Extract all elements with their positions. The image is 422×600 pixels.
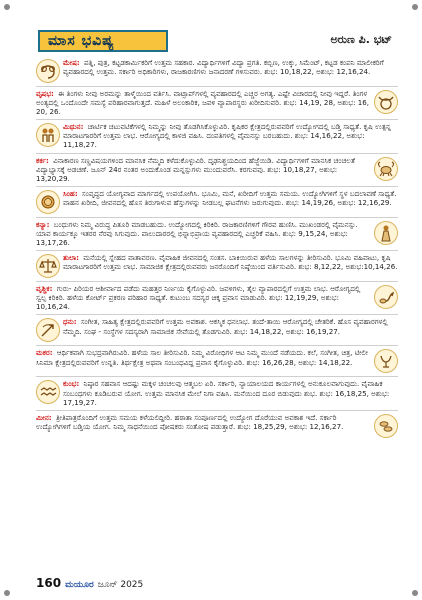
entry-text-block <box>36 220 398 247</box>
entry-text-block <box>36 379 398 406</box>
page-number: 160 <box>36 576 62 590</box>
zodiac-sign-name: ಕರ್ಕ: <box>36 155 49 165</box>
zodiac-sign-name: ಕುಂಭ: <box>63 379 80 389</box>
zodiac-sign-name: ತುಲಾ: <box>63 253 79 263</box>
entry-text-block <box>36 284 398 311</box>
zodiac-sign-name: ಕನ್ಯಾ: <box>36 219 50 229</box>
scorpion-icon <box>374 285 398 309</box>
section-title: ಮಾಸ ಭವಿಷ್ಯ <box>48 33 115 49</box>
zodiac-prediction-text: ವಿನಾಕಾರಣ ಸಣ್ಣವಿಷಯಗಳಿಂದ ಮಾನಸಿಕ ನೆಮ್ಮದಿ ಕಳೆದುಕೊಳ್ಳುವಿರಿ. ದೃಢನಿಶ್ಚಯದಿಂದ ಹೆಜ್ಜೆಯಿಡಿ. ವಿದ್ಯಾರ್ಥಿಗಳಿಗೆ ಮಾನಸಿಕ ಚಂಚಲತೆ ವಿದ್ಯಾಭ್ಯಾಸಕ್ಕೆ ಅಡಚಣೆ. ಜೂನ್ 24ರ ನಂತರ ಅಂದುಕೊಂಡ ಮನ್ನಸ್ಸುಗಳು ಮುಂದುವರೆಸಿ. ಕರಗುವವು. ಶುಭ: 10,18,27, ಅಶುಭ: 13,20,29. <box>36 155 355 183</box>
zodiac-sign-name: ವೃಷಭ: <box>36 89 54 98</box>
corner-dot <box>4 590 10 596</box>
corner-dot <box>4 4 10 10</box>
horoscope-entry <box>36 377 398 410</box>
horoscope-entry <box>36 154 398 187</box>
zodiac-sign-name: ಮಿಥುನ: <box>63 122 84 132</box>
zodiac-sign-name: ವೃಶ್ಚಿಕ: <box>36 284 53 294</box>
zodiac-prediction-text: ಸಂವೃದ್ಧದ ಯೋಗ್ಯವಾದ ಮಾರ್ಗದಲ್ಲಿ ಉಪಯೋಗಿಸಿ. ಭೂಮಿ, ಮನೆ, ಖರೀದಿಗೆ ಉತ್ತಮ ಸಮಯ. ಉದ್ಯೋಗಿಗಳಿಗೆ ಸ್ಥಳ ಬದಲಾವಣೆ ಸಾಧ್ಯತೆ. ವಾಹನ ಖರೀದಿ, ಜೀವನದಲ್ಲಿ ಹೊಸ ತಿರುಗಾಳುವ ಹೆಸ್ತುಗಳನ್ನು ನೀಡಬಲ್ಲ ಘಟನೆಗಳು ಜರುಗುವುದು. ಶುಭ: 14,19,26, ಅಶುಭ: 12,16,29. <box>63 188 397 207</box>
zodiac-sign-name: ಮೇಷ: <box>63 58 80 67</box>
fish-icon <box>374 414 398 438</box>
horoscope-entry <box>36 315 398 346</box>
horoscope-entry <box>36 251 398 282</box>
zodiac-prediction-text: ಬಂಧುಗಳು ನಿಮ್ಮ ವಿರುದ್ಧ ಪಿತೂರಿ ಮಾಡಬಹುದು. ಉದ್ಯೋಗದಲ್ಲಿ ಕಿರಿಕಿರಿ. ರಾಜಕಾರಣಿಗಳಿಗೆ ಗೌರವ ಹುಣಿಸಿ. ಮುಖಂಡರಲ್ಲಿ ವೈಮನಸ್ಸು. ಯಾವ ಕಾರ್ಯಕ್ಕೂ ಇತರರ ನೆರವು ಸಿಗುವುದು. ಪಾಲುದಾರರಲ್ಲಿ ಭಿನ್ನಾಭಿಪ್ರಾಯ ವ್ಯವಹಾರದಲ್ಲಿ ಎಚ್ಚರಿಕೆ ವಹಿಸಿ. ಶುಭ: 9,15,24, ಅಶುಭ: 13,17,26. <box>36 219 358 248</box>
ram-icon <box>36 59 60 83</box>
magazine-name: ಮಯೂರ <box>65 580 94 590</box>
crab-icon <box>374 157 398 181</box>
zodiac-sign-name: ಸಿಂಹ: <box>63 188 78 198</box>
zodiac-prediction-text: ಚಾರ್ಟಿಕ ಚಟುವಟಿಕೆಗಳಲ್ಲಿ ನಿಮ್ಮನ್ನು ನೀವು ತೊಡಗಿಸಿಕೊಳ್ಳುವಿರಿ. ಕೃಷಿಕರ ಕ್ಷೇತ್ರದಲ್ಲಿರುವವರಿಗೆ ಉದ್ಯೋಗದಲ್ಲಿ ಬಡ್ತಿ ಸಾಧ್ಯತೆ. ಕೃಷಿ ಉತ್ಪನ್ನ ಮಾರಾಟಗಾರರಿಗೆ ಉತ್ತಮ ಲಾಭ. ಆರೋಗ್ಯದಲ್ಲಿ ಕಾಳಜಿ ವಹಿಸಿ. ದಂಪತಿಗಳಲ್ಲಿ ವೈಮನಸ್ಸು ಬರಬಹುದು. ಶುಭ: 14,16,22, ಅಶುಭ: 11,18,27. <box>63 122 391 150</box>
page-footer <box>36 576 143 590</box>
zodiac-prediction-text: ತ್ರೀತಿಪಾತ್ರರೊಂದಿಗೆ ಉತ್ತಮ ಸಮಯ ಕಳೆಯಲಿದ್ದೀರಿ. ಹಠಾತಾ ಸಂಪೂರ್ಣದಲ್ಲಿ ಉದ್ಯೋಗ ದೊರೆಯುವ ಅವಕಾಶ ಇದೆ. ಸರ್ಕಾರಿ ಉದ್ಯೋಗಿಗಳಿಗೆ ಬಡ್ತಿಯ ಯೋಗ. ನಿಮ್ಮ ಸಾಧನೆಯಿಂದ ಪೋಷಕರು ಸಂತೋಷ ಪಡುತ್ತಾರೆ. ಶುಭ: 18,25,29, ಅಶುಭ: 12,16,27. <box>36 412 344 431</box>
maiden-icon <box>374 221 398 245</box>
corner-dot <box>412 590 418 596</box>
zodiac-prediction-text: ಪತ್ನಿ, ಪುತ್ರ, ಕಟ್ಟಡಕಾರ್ಮಿಕರಿಗೆ ಉತ್ತಮ ಸಹಕಾರ. ವಿದ್ಯಾರ್ಥಿಗಳಿಗೆ ವಿದ್ಯಾ ಪ್ರಗತಿ. ಕಬ್ಬಿಣ, ಉಕ್ಕು, ಸಿಮೆಂಟ್, ಕಟ್ಟಡ ಕಂಪನಿ ಮಾಲೀಕರಿಗೆ ವ್ಯವಹಾರದಲ್ಲಿ ಉತ್ತಮ. ಸರ್ಕಾರಿ ಅಧಿಕಾರಿಗಳು, ರಾಜಕಾರಣಿಗಳು ಜನಾದರಣೆ ಗಳಿಸುವರು. ಶುಭ: 10,18,22, ಅಶುಭ: 12,16,24. <box>63 58 384 77</box>
horoscope-entry <box>36 411 398 441</box>
entry-text-block <box>36 89 398 116</box>
horoscope-entry <box>36 346 398 377</box>
zodiac-sign-name: ಮೀನ: <box>36 412 52 422</box>
entry-text-block <box>36 189 398 207</box>
twins-icon <box>36 123 60 147</box>
goat-icon <box>374 349 398 373</box>
entry-text-block <box>36 413 398 431</box>
zodiac-prediction-text: ಸಂಗೀತ, ಸಾಹಿತ್ಯ ಕ್ಷೇತ್ರದಲ್ಲಿರುವವರಿಗೆ ಉತ್ತಮ ಅವಕಾಶ. ಆಕಸ್ಮಿಕ ಧನಲಾಭ. ತಂದೆ-ತಾಯಿ ಆರೋಗ್ಯದಲ್ಲಿ ಚೇತರಿಕೆ. ಹೊಸ ವ್ಯವಹಾರಗಳಲ್ಲಿ ನೆಮ್ಮದಿ. ಸಂಘ - ಸಂಸ್ಥೆಗಳ ಸದಸ್ಯರಾಗಿ ಸಾಮಾಜಿಕ ಸೇವೆಯಲ್ಲಿ ತೊಡಗುವಿರಿ. ಶುಭ: 14,18,22, ಅಶುಭ: 16,19,27. <box>63 317 388 336</box>
section-title-box <box>38 30 168 52</box>
archer-icon <box>36 318 60 342</box>
zodiac-prediction-text: ಮನೆಯಲ್ಲಿ ಸ್ನೇಹದ ವಾತಾವರಣ. ವೈವಾಹಿಕ ಜೀವನದಲ್ಲಿ ಸಂತಸ. ಬಾಕಿಯಿರುವ ಹಳೆಯ ಸಾಲಗಳನ್ನು ತೀರಿಸುವಿರಿ. ಭೂಮಿ ವಹಿವಾಟು, ಕೃಷಿ ಮಾರಾಟಗಾರರಿಗೆ ಉತ್ತಮ ಲಾಭ. ಸಾಮಾಜಿಕ ಕ್ಷೇತ್ರದಲ್ಲಿರುವವರು ಜನರೊಂದಿಗೆ ನಿಷ್ಠೆಯಿಂದ ವರ್ತಿಸುವಿರಿ. ಶುಭ: 8,12,22, ಅಶುಭ:10,14,26. <box>63 253 398 272</box>
horoscope-entry <box>36 187 398 218</box>
horoscope-entry <box>36 56 398 87</box>
bull-icon <box>374 90 398 114</box>
entry-text-block <box>36 317 398 335</box>
horoscope-entry <box>36 282 398 315</box>
zodiac-prediction-text: ಈ ತಿಂಗಳು ನೀವು ಅರಮನ್ನು ತಾಳ್ಮೆಯಿಂದ ವರ್ತಿಸಿ. ವಾಟ್ಸಾಪ್‌ಗಳಲ್ಲಿ ವ್ಯವಹಾರದಲ್ಲಿ ಎಚ್ಚರ ಅಗತ್ಯ. ಎಷ್ಟೇ ವಿಚಾರದಲ್ಲಿ ನೀವು ಇದ್ದರೆ. ತಿಂಗಳ ಅಂತ್ಯದಲ್ಲಿ ಒಂದೊಂದೇ ಸಮಸ್ಯೆ ಪರಿಹಾರವಾಗುತ್ತದೆ. ಮಹಿಳೆ ಅಲಂಕಾರಿಕ, ಜವಳಿ ವ್ಯಾಪಾರಸ್ಥರು ಖರೀದಿಸುವರಿ. ಶುಭ: 14,19, 28, ಅಶುಭ: 16, 20, 26. <box>36 89 370 117</box>
zodiac-sign-name: ಧನು: <box>63 317 77 327</box>
horoscope-entry <box>36 218 398 251</box>
water-bearer-icon <box>36 380 60 404</box>
lion-icon <box>36 190 60 214</box>
zodiac-prediction-text: ನಿಷ್ಠಾರ ಸಹವಾಸ ಆದಷ್ಟು ಮಕ್ಕಳ ಚಂಚಲವು ಆತ್ಮಬಲ ಏರಿ. ಸರ್ಕಾರಿ, ನ್ಯಾಯಾಲಯದ ಕಾರ್ಯಗಳಲ್ಲಿ ಅನುಕೂಲವಾಗುವುದು. ವೈವಾಹಿಕ ಸಂಬಂಧಗಳು ಕೂಡಿಬರುವ ಯೋಗ. ಉತ್ತಮ ಮಾನಸಿಕ ಮೇಲೆ ನಿಗಾ ವಹಿಸಿ. ಮನೆಯಿಂದ ದೂರ ಬಿಡುವುದು ಶುಭ. ಶುಭ: 16,18,25, ಅಶುಭ: 17,19,27. <box>63 379 390 407</box>
horoscope-entry <box>36 87 398 120</box>
horoscope-entry <box>36 120 398 153</box>
entry-text-block <box>36 253 398 271</box>
zodiac-prediction-text: ಆರ್ಥಿಕವಾಗಿ ಸುಭದ್ರವಾಗಿರುವಿರಿ. ಹಳೆಯ ಸಾಲ ತೀರಿಸುವಿರಿ. ನಿಮ್ಮ ವಿರೋಧಿಗಳ ಆಟ ನಿಮ್ಮ ಮುಂದೆ ನಡೆಯದು. ಕಲೆ, ಸಂಗೀತ, ಚಿತ್ರ, ಟೀಲೀ ಸಿನಿಮಾ ಕ್ಷೇತ್ರದಲ್ಲಿರುವವರಿಗೆ ಉನ್ನತಿ. ತಿರ್ಥಕ್ಷೇತ್ರ ಅಥವಾ ಸಂಬಂಧವಿದ್ದ ಪ್ರವಾಸ ಕೈಗೊಳ್ಳುವಿರಿ. ಶುಭ: 16,26,28, ಅಶುಭ: 14,18,22. <box>36 348 368 367</box>
entry-text-block <box>36 122 398 149</box>
entry-text-block <box>36 348 398 366</box>
entry-text-block <box>36 156 398 183</box>
horoscope-list <box>36 56 398 441</box>
issue-month: ಜೂನ್ 2025 <box>97 580 144 590</box>
zodiac-prediction-text: ಗುರು- ಪಿರಿಯರ ಆಶೀರ್ವಾದ ಪಡೆದು ಮಹತ್ತರ ನಿರ್ಣಯ ಕೈಗೊಳ್ಳುವಿರಿ. ಜವಳಿಗಳು, ತೈಲ ವ್ಯಾಪಾರದಲ್ಲಿಗೆ ಉತ್ತಮ ಲಾಭ. ಆರೋಗ್ಯದಲ್ಲಿ ಸ್ವಲ್ಪ ಕಿರಿಕಿರಿ. ಹಳೆಯ ಕೋರ್ಟ್ ಪ್ರಕರಣ ಪರಿಹಾರ ಸಾಧ್ಯತೆ. ಕುಟುಂಬ ಸದಸ್ಯರ ಚಿಕ್ಕ ಪ್ರವಾಸ ಮಾಡುವಿರಿ. ಶುಭ: 12,19,29, ಅಶುಭ: 10,16,24. <box>36 284 361 312</box>
corner-dot <box>412 4 418 10</box>
zodiac-sign-name: ಮಕರ: <box>36 348 53 358</box>
scales-icon <box>36 254 60 278</box>
author-name: ಅರುಣ ಪಿ. ಭಟ್ <box>330 33 392 46</box>
entry-text-block <box>36 58 398 76</box>
